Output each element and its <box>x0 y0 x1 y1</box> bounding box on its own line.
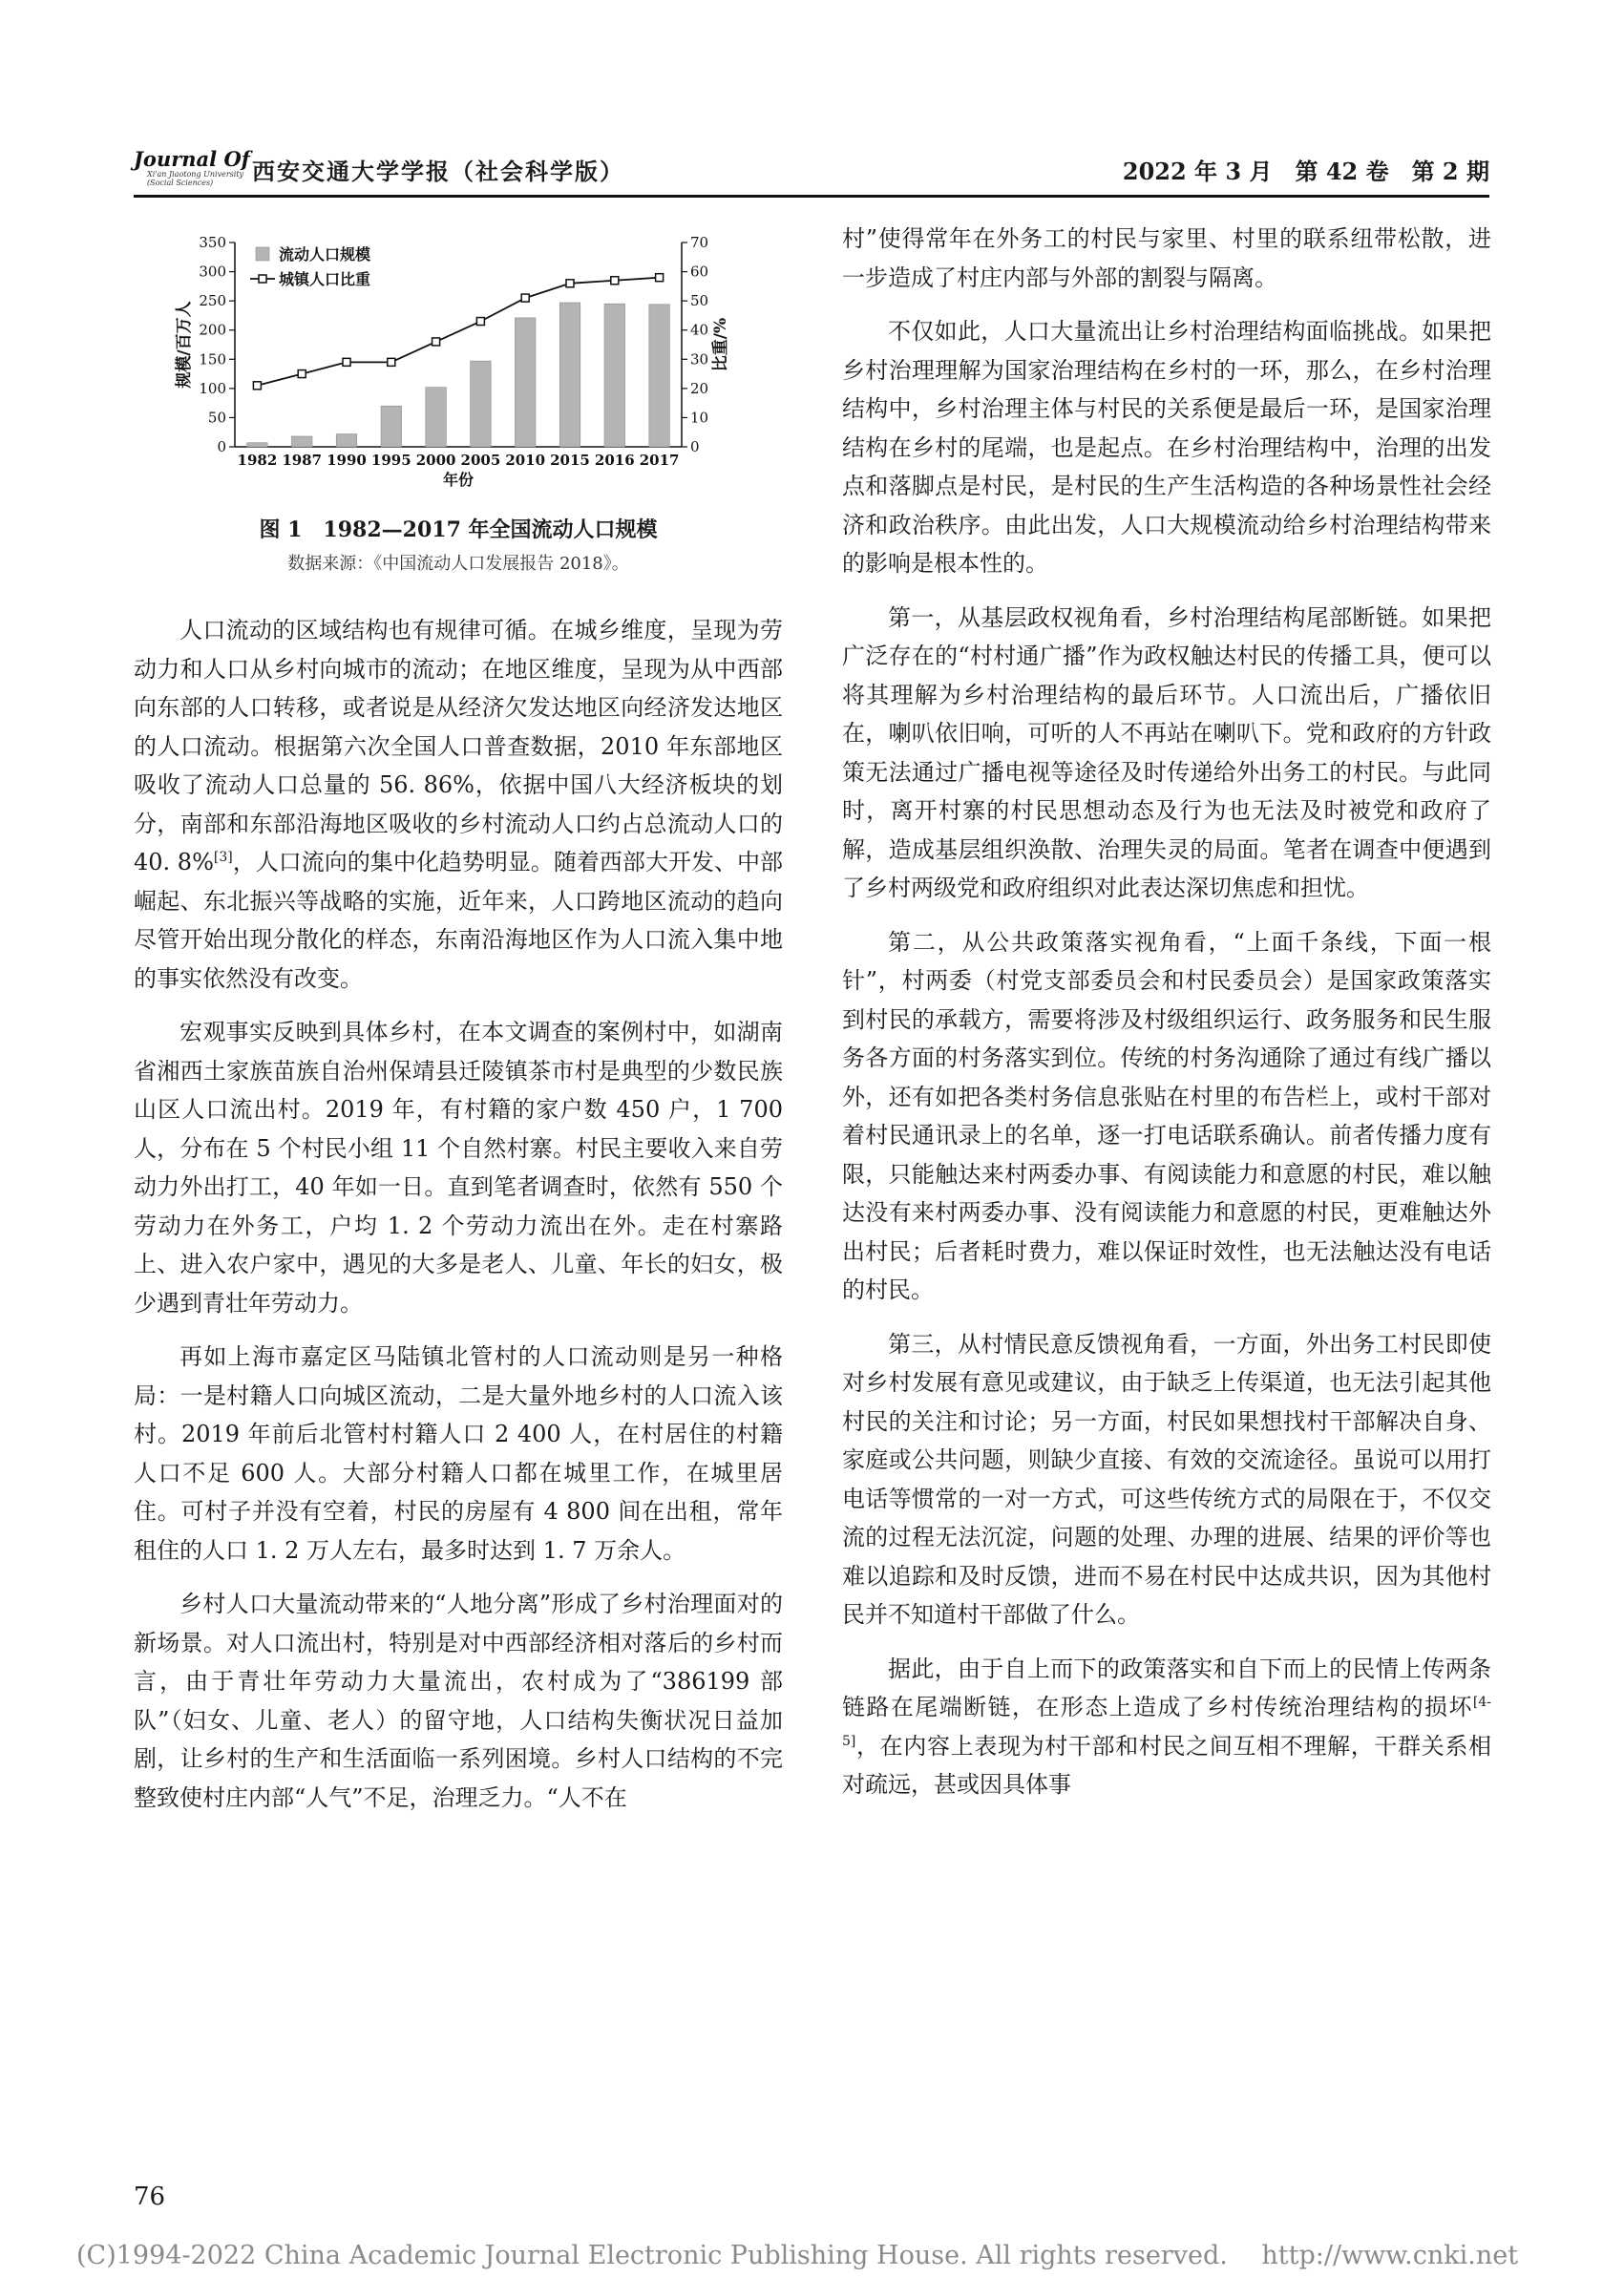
running-header <box>134 143 1489 193</box>
logo-sub-line-2: (Social Sciences) <box>147 179 214 187</box>
journal-logo <box>134 147 248 189</box>
paragraph: 乡村人口大量流动带来的“人地分离”形成了乡村治理面对的新场景。对人口流出村，特别是对中西部经济相对落后的乡村而言，由于青壮年劳动力大量流出，农村成为了“386199 部队”（妇女、儿童、老人）的留守地，人口结构失衡状况日益加剧，让乡村的生产和生活面临一系列困境。乡村人口结构的不完整致使村庄内部“人气”不足，治理乏力。“人不在 <box>134 1591 783 1811</box>
logo-sub-line-1: Xi'an Jiaotong University <box>147 170 244 179</box>
paragraph: 不仅如此，人口大量流出让乡村治理结构面临挑战。如果把乡村治理理解为国家治理结构在乡村的一环，那么，在乡村治理结构中，乡村治理主体与村民的关系便是最后一环，是国家治理结构在乡村的尾端，也是起点。在乡村治理结构中，治理的出发点和落脚点是村民，是村民的生产生活构造的各种场景性社会经济和政治秩序。由此出发，人口大规模流动给乡村治理结构带来的影响是根本性的。 <box>842 318 1491 577</box>
figure-source: 数据来源：《中国流动人口发展报告 2018》。 <box>287 554 629 574</box>
bar-2017 <box>649 305 670 447</box>
x-tick-label: 2010 <box>505 452 546 469</box>
line-point-1987 <box>298 370 306 378</box>
y2-tick-label: 50 <box>690 292 709 310</box>
y2-tick-label: 30 <box>690 350 709 369</box>
y-tick-label: 350 <box>199 234 226 251</box>
paragraph: 宏观事实反映到具体乡村，在本文调查的案例村中，如湖南省湘西土家族苗族自治州保靖县迁陵镇茶市村是典型的少数民族山区人口流出村。2019 年，有村籍的家户数 450 户，1 700 人，分布在 5 个村民小组 11 个自然村寨。村民主要收入来自劳动力外出打工，40 年如一日。直到笔者调查时，依然有 550 个劳动力在外务工，户均 1. 2 个劳动力流出在外。走在村寨路上、进入农户家中，遇见的大多是老人、儿童、年长的妇女，极少遇到青壮年劳动力。 <box>134 1019 783 1317</box>
x-axis-label: 年份 <box>442 471 475 489</box>
copyright-notice: (C)1994-2022 China Academic Journal Electronic Publishing House. All rights reserved. http://www.cnki.net <box>76 2241 1519 2270</box>
y2-tick-label: 0 <box>690 438 700 455</box>
logo-main-text: Journal Of <box>134 147 250 171</box>
y-tick-label: 250 <box>199 292 226 310</box>
y-tick-label: 300 <box>199 263 226 281</box>
y2-tick-label: 60 <box>690 263 709 281</box>
line-point-1982 <box>253 382 261 390</box>
paragraph: 第一，从基层政权视角看，乡村治理结构尾部断链。如果把广泛存在的“村村通广播”作为政权触达村民的传播工具，便可以将其理解为乡村治理结构的最后环节。人口流出后，广播依旧在，喇叭依旧响，可听的人不再站在喇叭下。党和政府的方针政策无法通过广播电视等途径及时传递给外出务工的村民。与此同时，离开村寨的村民思想动态及行为也无法及时被党和政府了解，造成基层组织涣散、治理失灵的局面。笔者在调查中便遇到了乡村两级党和政府组织对此表达深切焦虑和担忧。 <box>842 603 1491 901</box>
bar-2015 <box>559 303 580 447</box>
right-column <box>842 220 1491 1820</box>
line-point-2005 <box>476 318 484 326</box>
citation-marker: [4-5] <box>842 1695 1491 1749</box>
line-point-1990 <box>343 358 350 366</box>
paragraph: 人口流动的区域结构也有规律可循。在城乡维度，呈现为劳动力和人口从乡村向城市的流动；在地区维度，呈现为从中西部向东部的人口转移，或者说是从经济欠发达地区向经济发达地区的人口流动。根据第六次全国人口普查数据，2010 年东部地区吸收了流动人口总量的 56. 86%，依据中国八大经济板块的划分，南部和东部沿海地区吸收的乡村流动人口约占总流动人口的 40. 8%[3]，人口流向的集中化趋势明显。随着西部大开发、中部崛起、东北振兴等战略的实施，近年来，人口跨地区流动的趋向尽管开始出现分散化的样态，东南沿海地区作为人口流入集中地的事实依然没有改变。 <box>134 617 784 992</box>
bar-1982 <box>247 443 268 447</box>
line-point-2010 <box>521 294 529 302</box>
legend-line-marker <box>259 275 266 283</box>
header-rule <box>134 195 1489 198</box>
line-point-2017 <box>656 274 664 282</box>
left-column <box>134 611 783 1832</box>
bar-1987 <box>291 436 312 447</box>
legend-bar-label: 流动人口规模 <box>279 245 371 264</box>
y2-tick-label: 40 <box>690 321 709 339</box>
y2-tick-label: 70 <box>690 234 709 251</box>
issue-info: 2022 年 3 月 第 42 卷 第 2 期 <box>1122 158 1489 185</box>
flow-population-chart <box>134 221 783 508</box>
y-axis-label: 规模/百万人 <box>175 301 194 389</box>
citation-marker: [3] <box>213 850 233 865</box>
page-number: 76 <box>134 2183 166 2211</box>
figure-caption: 图 1 1982—2017 年全国流动人口规模 <box>259 517 658 542</box>
urban-ratio-line <box>257 278 659 386</box>
bar-2000 <box>426 388 447 447</box>
y-tick-label: 200 <box>199 321 226 339</box>
line-point-2000 <box>432 338 440 346</box>
paragraph: 第二，从公共政策落实视角看，“上面千条线，下面一根针”，村两委（村党支部委员会和村民委员会）是国家政策落实到村民的承载方，需要将涉及村级组织运行、政务服务和民生服务各方面的村务落实到位。传统的村务沟通除了通过有线广播以外，还有如把各类村务信息张贴在村里的布告栏上，或村干部对着村民通讯录上的名单，逐一打电话联系确认。前者传播力度有限，只能触达来村两委办事、有阅读能力和意愿的村民，难以触达没有来村两委办事、没有阅读能力和意愿的村民，更难触达外出村民；后者耗时费力，难以保证时效性，也无法触达没有电话的村民。 <box>842 928 1491 1303</box>
x-tick-label: 1982 <box>237 452 278 469</box>
y-tick-label: 0 <box>217 438 226 455</box>
y2-tick-label: 10 <box>690 409 709 427</box>
bar-2016 <box>604 304 625 447</box>
x-tick-label: 2016 <box>594 452 635 469</box>
y-tick-label: 150 <box>199 350 226 369</box>
paragraph: 村”使得常年在外务工的村民与家里、村里的联系纽带松散，进一步造成了村庄内部与外部的割裂与隔离。 <box>842 225 1491 291</box>
bar-2005 <box>471 361 492 447</box>
logo-sub-text <box>147 170 243 187</box>
y2-tick-label: 20 <box>690 379 709 397</box>
bar-2010 <box>515 318 536 447</box>
line-point-2015 <box>566 280 574 287</box>
paragraph: 据此，由于自上而下的政策落实和自下而上的民情上传两条链路在尾端断链，在形态上造成了乡村传统治理结构的损坏[4-5]，在内容上表现为村干部和村民之间互相不理解，干群关系相对疏远，甚或因具体事 <box>842 1655 1491 1798</box>
y-tick-label: 100 <box>199 379 226 397</box>
figure-1 <box>134 221 783 586</box>
y2-axis-label: 比重/% <box>711 317 730 372</box>
x-tick-label: 2017 <box>639 452 680 469</box>
x-tick-label: 2000 <box>415 452 456 469</box>
bar-1990 <box>336 434 357 447</box>
line-point-1995 <box>388 358 395 366</box>
journal-name: 西安交通大学学报（社会科学版） <box>252 158 624 185</box>
x-tick-label: 1987 <box>282 452 323 469</box>
bar-1995 <box>381 406 402 447</box>
legend-line-label: 城镇人口比重 <box>279 270 371 288</box>
x-tick-label: 1995 <box>370 452 411 469</box>
y-tick-label: 50 <box>207 409 226 427</box>
x-tick-label: 2015 <box>550 452 590 469</box>
x-tick-label: 1990 <box>327 452 367 469</box>
x-tick-label: 2005 <box>460 452 501 469</box>
legend-bar-swatch <box>256 247 269 261</box>
paragraph: 第三，从村情民意反馈视角看，一方面，外出务工村民即使对乡村发展有意见或建议，由于缺乏上传渠道，也无法引起其他村民的关注和讨论；另一方面，村民如果想找村干部解决自身、家庭或公共问题，则缺少直接、有效的交流途径。虽说可以用打电话等惯常的一对一方式，可这些传统方式的局限在于，不仅交流的过程无法沉淀，问题的处理、办理的进展、结果的评价等也难以追踪和及时反馈，进而不易在村民中达成共识，因为其他村民并不知道村干部做了什么。 <box>842 1330 1491 1628</box>
line-point-2016 <box>611 277 619 285</box>
paragraph: 再如上海市嘉定区马陆镇北管村的人口流动则是另一种格局：一是村籍人口向城区流动，二是大量外地乡村的人口流入该村。2019 年前后北管村村籍人口 2 400 人，在村居住的村籍人口不足 600 人。大部分村籍人口都在城里工作，在城里居住。可村子并没有空着，村民的房屋有 4 800 间在出租，常年租住的人口 1. 2 万人左右，最多时达到 1. 7 万余人。 <box>134 1343 783 1564</box>
